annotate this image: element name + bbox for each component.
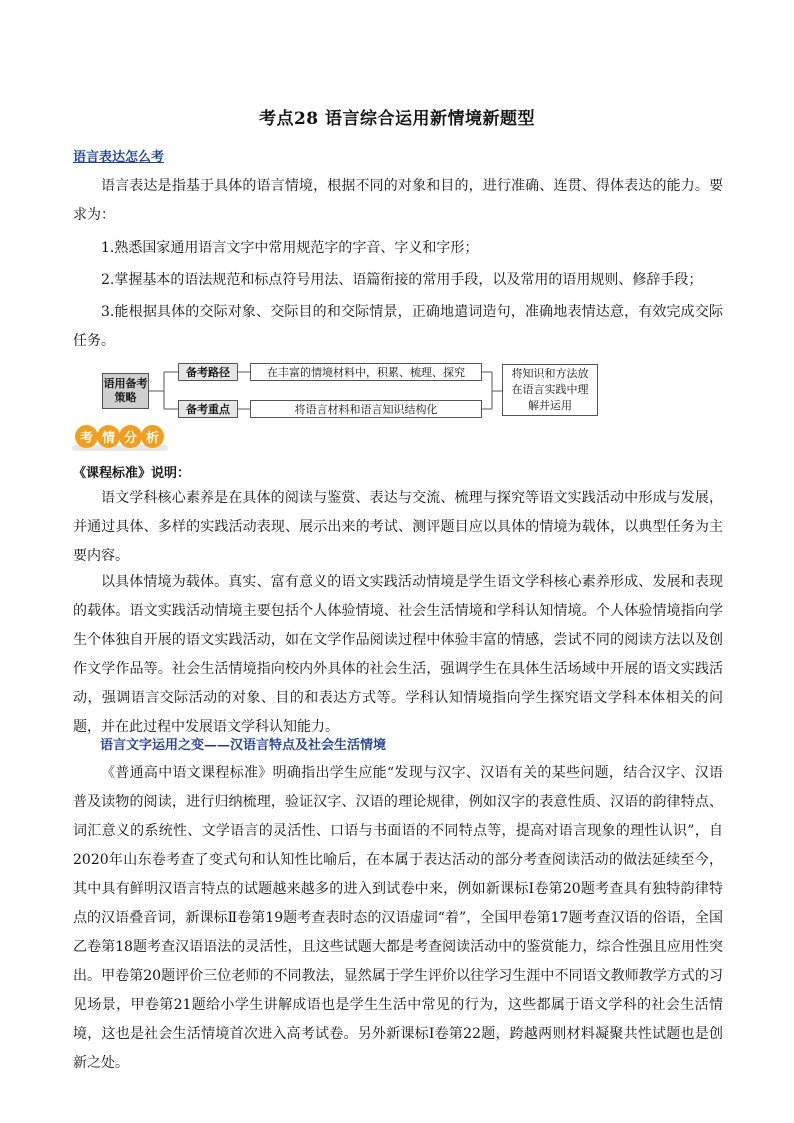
focus-text: 将语言材料和语言知识结构化 [250,400,482,418]
subsection-heading: 语言文字运用之变——汉语言特点及社会生活情境 [100,738,387,753]
analysis-badge [75,425,163,448]
requirement-3: 3.能根据具体的交际对象、交际目的和交际情景，正确地遣词造句，准确地表情达意，有效完成交际任务。 [73,304,723,349]
course-paragraph-2: 以具体情境为载体。真实、富有意义的语文实践活动情境是学生语文学科核心素养形成、发展和表现的载体。语文实践活动情境主要包括个人体验情境、社会生活情境和学科认知情境。个人体验情境指向学生个体独自开展的语文实践活动，如在文学作品阅读过程中体验丰富的情感，尝试不同的阅读方法以及创作文学作品等。社会生活情境指向校内外具体的社会生活，强调学生在具体生活场域中开展的语文实践活动，强调语言交际活动的对象、目的和表达方式等。学科认知情境指向学生探究语文学科本体相关的问题，并在此过程中发展语文学科认知能力。 [73,574,723,735]
badge-char: 分 [119,425,142,448]
section-link[interactable]: 语言表达怎么考 [73,150,165,165]
requirement-1: 1.熟悉国家通用语言文字中常用规范字的字音、字义和字形； [101,240,479,256]
body-paragraph: 《普通高中语文课程标准》明确指出学生应能“发现与汉字、汉语有关的某些问题，结合汉字、汉语普及读物的阅读，进行归纳梳理，验证汉字、汉语的理论规律，例如汉字的表意性质、汉语的韵律特点、词汇意义的系统性、文学语言的灵活性、口语与书面语的不同特点等，提高对语言现象的理性认识”，自2020年山东卷考查了变式句和认知性比喻后，在本属于表达活动的部分考查阅读活动的做法延续至今，其中具有鲜明汉语言特点的试题越来越多的进入到试卷中来，例如新课标Ⅰ卷第20题考查具有独特韵律特点的汉语叠音词，新课标Ⅱ卷第19题考查表时态的汉语虚词“着”，全国甲卷第17题考查汉语的俗语，全国乙卷第18题考查汉语语法的灵活性，且这些试题大都是考查阅读活动中的鉴赏能力，综合性强且应用性突出。甲卷第20题评价三位老师的不同教法，显然属于学生评价以往学习生涯中不同语文教师教学方式的习见场景，甲卷第21题给小学生讲解成语也是学生生活中常见的行为，这些都属于语文学科的社会生活情境，这也是社会生活情境首次进入高考试卷。另外新课标Ⅰ卷第22题，跨越两则材料凝聚共性试题也是创新之处。 [73,765,723,1071]
result-box: 将知识和方法放在语言实践中理解并运用 [502,364,598,416]
strategy-main-label: 语用备考策略 [102,373,149,409]
requirement-2: 2.掌握基本的语法规范和标点符号用法、语篇衔接的常用手段，以及常用的语用规则、修辞手段； [101,272,703,288]
badge-char: 考 [75,425,98,448]
path-text: 在丰富的情境材料中，积累、梳理、探究 [250,363,482,381]
badge-char: 析 [141,425,164,448]
strategy-diagram [100,361,600,423]
course-heading: 《课程标准》说明： [73,466,191,481]
path-label: 备考路径 [178,363,238,381]
focus-label: 备考重点 [178,400,238,418]
intro-paragraph: 语言表达是指基于具体的语言情境，根据不同的对象和目的，进行准确、连贯、得体表达的能力。要求为： [73,178,723,223]
badge-char: 情 [97,425,120,448]
page-title: 考点28 语言综合运用新情境新题型 [258,109,536,129]
course-paragraph-1: 语文学科核心素养是在具体的阅读与鉴赏、表达与交流、梳理与探究等语文实践活动中形成与发展，并通过具体、多样的实践活动表现、展示出来的考试、测评题目应以具体的情境为载体，以典型任务为主要内容。 [73,490,723,564]
